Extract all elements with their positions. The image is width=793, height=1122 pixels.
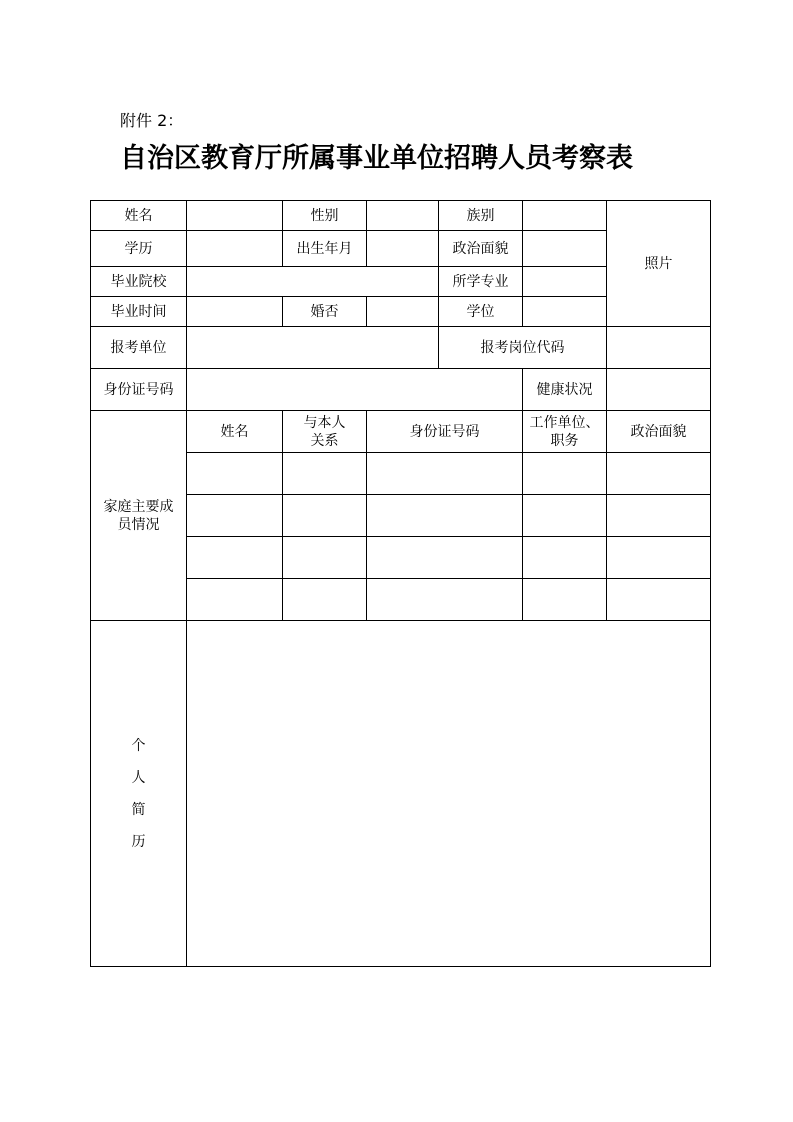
- education-label: 学历: [91, 231, 187, 267]
- family-header-relation-text: 与本人关系: [303, 414, 346, 449]
- degree-label: 学位: [439, 297, 523, 327]
- family-header-work-text: 工作单位、职务: [529, 414, 600, 449]
- family-cell[interactable]: [607, 453, 711, 495]
- grad-time-field[interactable]: [187, 297, 283, 327]
- resume-char: 个: [131, 737, 146, 754]
- marital-label: 婚否: [283, 297, 367, 327]
- family-cell[interactable]: [523, 579, 607, 621]
- grad-time-label: 毕业时间: [91, 297, 187, 327]
- family-cell[interactable]: [283, 537, 367, 579]
- political-label: 政治面貌: [439, 231, 523, 267]
- major-label: 所学专业: [439, 267, 523, 297]
- family-cell[interactable]: [367, 537, 523, 579]
- marital-field[interactable]: [367, 297, 439, 327]
- school-label: 毕业院校: [91, 267, 187, 297]
- unit-label: 报考单位: [91, 327, 187, 369]
- political-field[interactable]: [523, 231, 607, 267]
- family-cell[interactable]: [523, 537, 607, 579]
- recruitment-inspection-form: [90, 200, 711, 967]
- name-field[interactable]: [187, 201, 283, 231]
- family-cell[interactable]: [367, 495, 523, 537]
- resume-char: 历: [131, 833, 146, 850]
- resume-char: 人: [131, 769, 146, 786]
- birth-field[interactable]: [367, 231, 439, 267]
- family-header-relation: [283, 411, 367, 453]
- gender-label: 性别: [283, 201, 367, 231]
- unit-field[interactable]: [187, 327, 439, 369]
- health-label: 健康状况: [523, 369, 607, 411]
- education-field[interactable]: [187, 231, 283, 267]
- family-cell[interactable]: [187, 537, 283, 579]
- resume-label: [91, 621, 187, 967]
- post-code-label: 报考岗位代码: [439, 327, 607, 369]
- ethnicity-label: 族别: [439, 201, 523, 231]
- id-number-label: 身份证号码: [91, 369, 187, 411]
- family-header-id: 身份证号码: [367, 411, 523, 453]
- family-header-political: 政治面貌: [607, 411, 711, 453]
- family-cell[interactable]: [283, 495, 367, 537]
- name-label: 姓名: [91, 201, 187, 231]
- family-cell[interactable]: [367, 579, 523, 621]
- page-title: 自治区教育厅所属事业单位招聘人员考察表: [120, 143, 633, 174]
- gender-field[interactable]: [367, 201, 439, 231]
- id-number-field[interactable]: [187, 369, 523, 411]
- family-cell[interactable]: [187, 579, 283, 621]
- family-cell[interactable]: [523, 495, 607, 537]
- family-cell[interactable]: [187, 495, 283, 537]
- health-field[interactable]: [607, 369, 711, 411]
- photo-box[interactable]: 照片: [607, 201, 711, 327]
- family-cell[interactable]: [367, 453, 523, 495]
- family-section-text: 家庭主要成员情况: [103, 498, 174, 533]
- family-cell[interactable]: [607, 495, 711, 537]
- family-cell[interactable]: [187, 453, 283, 495]
- resume-field[interactable]: [187, 621, 711, 967]
- family-cell[interactable]: [523, 453, 607, 495]
- post-code-field[interactable]: [607, 327, 711, 369]
- family-section-label: [91, 411, 187, 621]
- attachment-label: 附件 2：: [120, 111, 184, 130]
- resume-label-text: [91, 737, 186, 851]
- family-cell[interactable]: [607, 579, 711, 621]
- family-cell[interactable]: [607, 537, 711, 579]
- family-cell[interactable]: [283, 453, 367, 495]
- family-header-name: 姓名: [187, 411, 283, 453]
- birth-label: 出生年月: [283, 231, 367, 267]
- resume-char: 简: [131, 801, 146, 818]
- major-field[interactable]: [523, 267, 607, 297]
- degree-field[interactable]: [523, 297, 607, 327]
- ethnicity-field[interactable]: [523, 201, 607, 231]
- family-cell[interactable]: [283, 579, 367, 621]
- school-field[interactable]: [187, 267, 439, 297]
- family-header-work: [523, 411, 607, 453]
